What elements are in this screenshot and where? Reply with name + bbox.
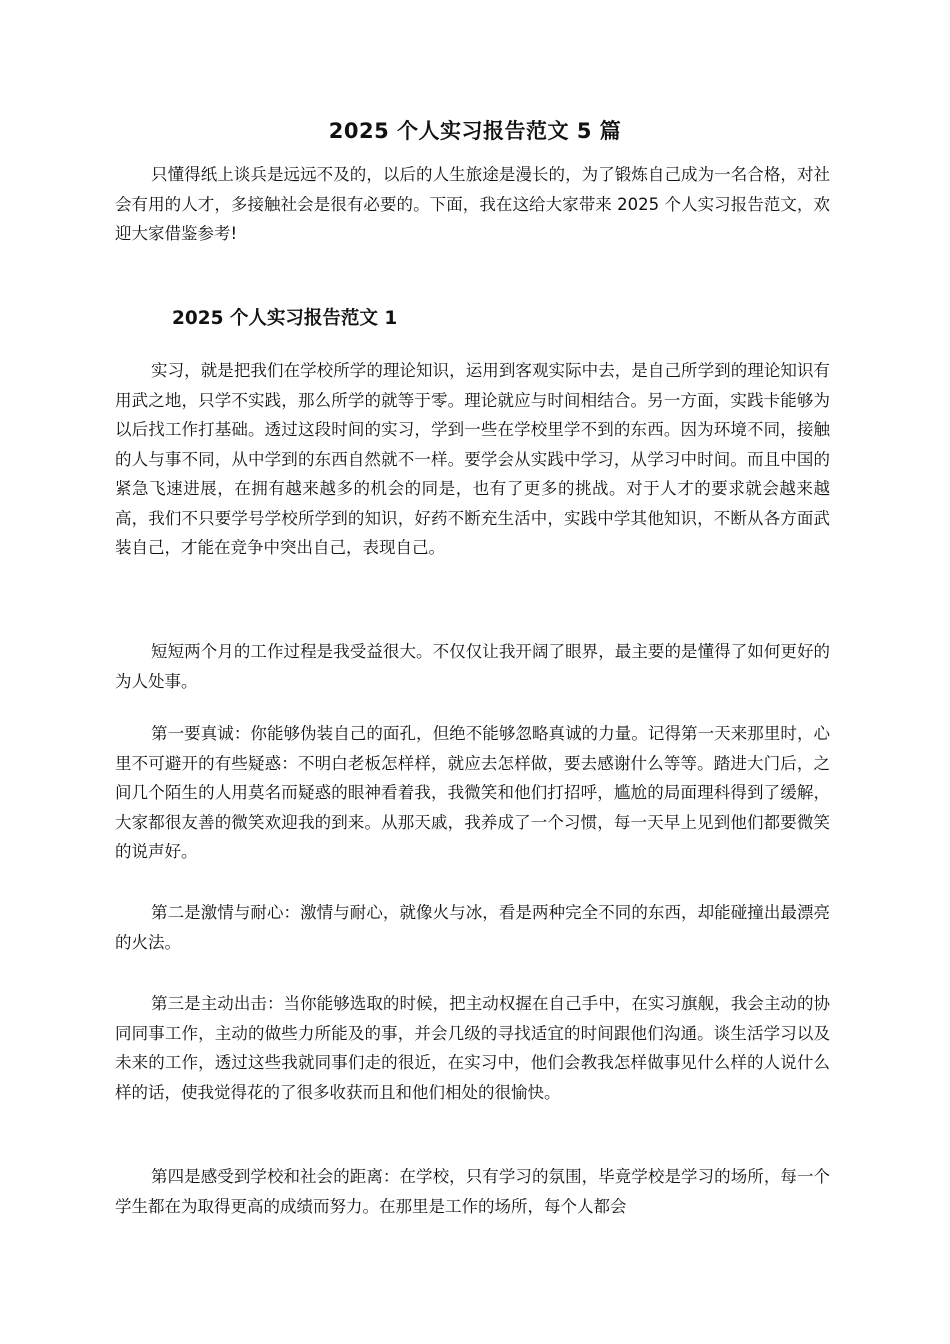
body-paragraph: 第一要真诚：你能够伪装自己的面孔，但绝不能够忽略真诚的力量。记得第一天来那里时，心里不可避开的有些疑惑：不明白老板怎样样，就应去怎样做，要去感谢什么等等。踏进大门后，之间几个陌生的人用莫名而疑惑的眼神看着我，我微笑和他们打招呼，尴尬的局面理科得到了缓解，大家都很友善的微笑欢迎我的到来。从那天戚，我养成了一个习惯，每一天早上见到他们都要微笑的说声好。 [115,724,830,861]
body-paragraph: 第二是激情与耐心：激情与耐心，就像火与冰，看是两种完全不同的东西，却能碰撞出最漂亮的火法。 [115,903,830,952]
body-paragraph: 第四是感受到学校和社会的距离：在学校，只有学习的氛围，毕竟学校是学习的场所，每一个学生都在为取得更高的成绩而努力。在那里是工作的场所，每个人都会 [115,1167,830,1216]
intro-paragraph: 只懂得纸上谈兵是远远不及的，以后的人生旅途是漫长的，为了锻炼自己成为一名合格，对社会有用的人才，多接触社会是很有必要的。下面，我在这给大家带来 2025 个人实习报告范文，欢迎大家借鉴参考! [115,165,830,243]
document-title: 2025 个人实习报告范文 5 篇 [328,119,622,143]
section-heading: 2025 个人实习报告范文 1 [172,308,398,329]
body-paragraph: 实习，就是把我们在学校所学的理论知识，运用到客观实际中去，是自己所学到的理论知识有用武之地，只学不实践，那么所学的就等于零。理论就应与时间相结合。另一方面，实践卡能够为以后找工作打基础。透过这段时间的实习，学到一些在学校里学不到的东西。因为环境不同，接触的人与事不同，从中学到的东西自然就不一样。要学会从实践中学习，从学习中时间。而且中国的紧急飞速进展，在拥有越来越多的机会的同是，也有了更多的挑战。对于人才的要求就会越来越高，我们不只要学号学校所学到的知识，好药不断充生活中，实践中学其他知识，不断从各方面武装自己，才能在竞争中突出自己，表现自己。 [115,361,830,557]
body-paragraph: 第三是主动出击：当你能够选取的时候，把主动权握在自己手中，在实习旗舰，我会主动的协同同事工作，主动的做些力所能及的事，并会几级的寻找适宜的时间跟他们沟通。谈生活学习以及未来的工作，透过这些我就同事们走的很近，在实习中，他们会教我怎样做事见什么样的人说什么样的话，使我觉得花的了很多收获而且和他们相处的很愉快。 [115,994,830,1102]
body-paragraph: 短短两个月的工作过程是我受益很大。不仅仅让我开阔了眼界，最主要的是懂得了如何更好的为人处事。 [115,642,830,691]
